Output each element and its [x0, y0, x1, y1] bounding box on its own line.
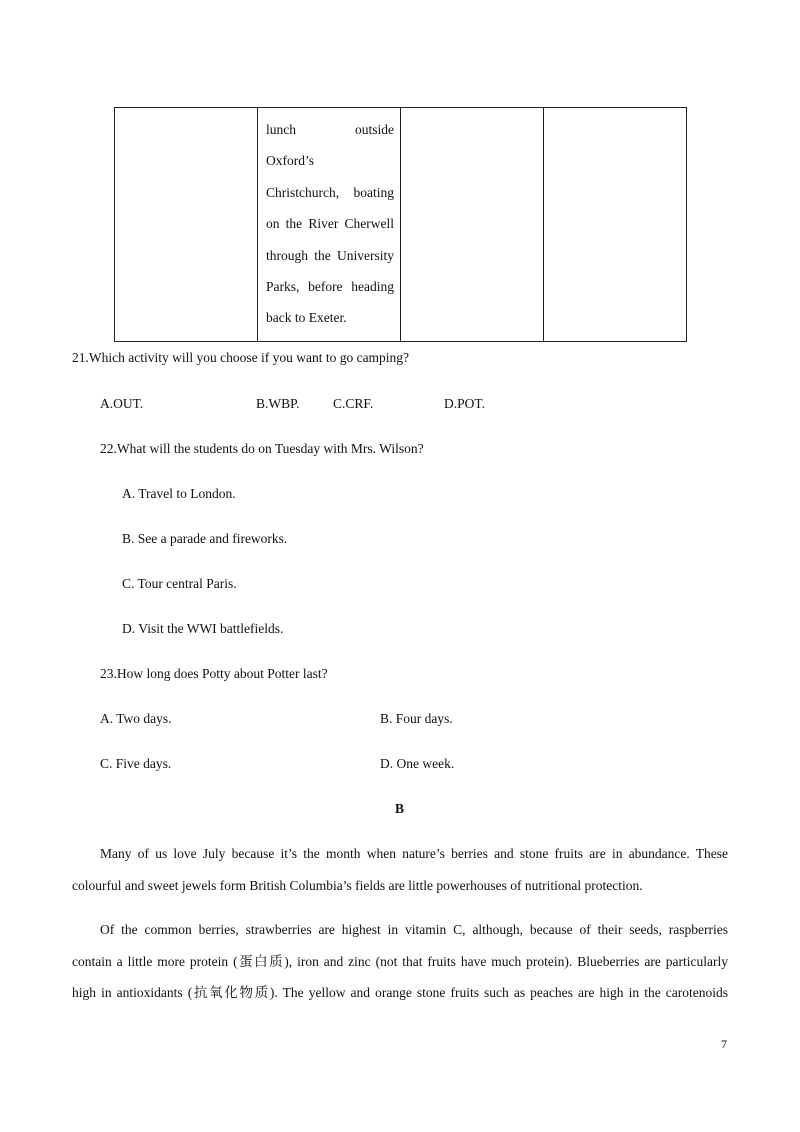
paragraph-line: colourful and sweet jewels form British Columbia’s fields are little powerhouses of nutritional protection. [72, 877, 643, 893]
question-22-stem: 22.What will the students do on Tuesday with Mrs. Wilson? [100, 441, 424, 456]
q23-option-a: A. Two days. [100, 711, 172, 726]
q22-option-b: B. See a parade and fireworks. [122, 531, 288, 546]
q23-option-d: D. One week. [380, 756, 455, 771]
q23-option-b: B. Four days. [380, 711, 453, 726]
activity-line: on the River Cherwell [266, 216, 394, 232]
q22-option-d: D. Visit the WWI battlefields. [122, 621, 284, 636]
table-cell-empty [115, 108, 258, 342]
activity-line: Christchurch, boating [266, 184, 394, 200]
table-cell-activity [258, 108, 401, 342]
q22-option-c: C. Tour central Paris. [122, 576, 237, 591]
paragraph-line: Many of us love July because it’s the month when nature’s berries and stone fruits are in abundance. These [100, 846, 728, 861]
paragraph-line: high in antioxidants (抗氧化物质). The yellow and orange stone fruits such as peaches are high in the carotenoids [72, 985, 728, 1000]
activity-line: Oxford’s [266, 153, 314, 169]
question-21-stem: 21.Which activity will you choose if you want to go camping? [72, 350, 410, 365]
activity-line: through the University [266, 247, 394, 263]
q21-option-a: A.OUT. [100, 396, 144, 411]
activity-line: lunch outside [266, 122, 394, 137]
paragraph-line: Of the common berries, strawberries are highest in vitamin C, although, because of their seeds, raspberries [100, 922, 728, 937]
passage-paragraph-1 [72, 838, 728, 901]
passage-paragraph-2 [72, 914, 728, 1009]
q21-option-b: B.WBP. [256, 396, 300, 411]
table-cell-empty [401, 108, 544, 342]
schedule-table-fragment [114, 107, 687, 342]
table-row [115, 108, 687, 342]
q22-option-a: A. Travel to London. [122, 486, 236, 501]
question-23-stem: 23.How long does Potty about Potter last? [100, 666, 328, 681]
q21-option-c: C.CRF. [333, 396, 374, 411]
q23-option-c: C. Five days. [100, 756, 172, 771]
activity-line: Parks, before heading [266, 279, 394, 295]
q21-option-d: D.POT. [444, 396, 486, 411]
table-cell-empty [544, 108, 687, 342]
page-number: 7 [721, 1037, 727, 1051]
activity-line: back to Exeter. [266, 310, 347, 326]
paragraph-line: contain a little more protein (蛋白质), iron and zinc (not that fruits have much protein). Blueberries are particularly [72, 953, 728, 969]
section-heading: B [395, 801, 405, 816]
